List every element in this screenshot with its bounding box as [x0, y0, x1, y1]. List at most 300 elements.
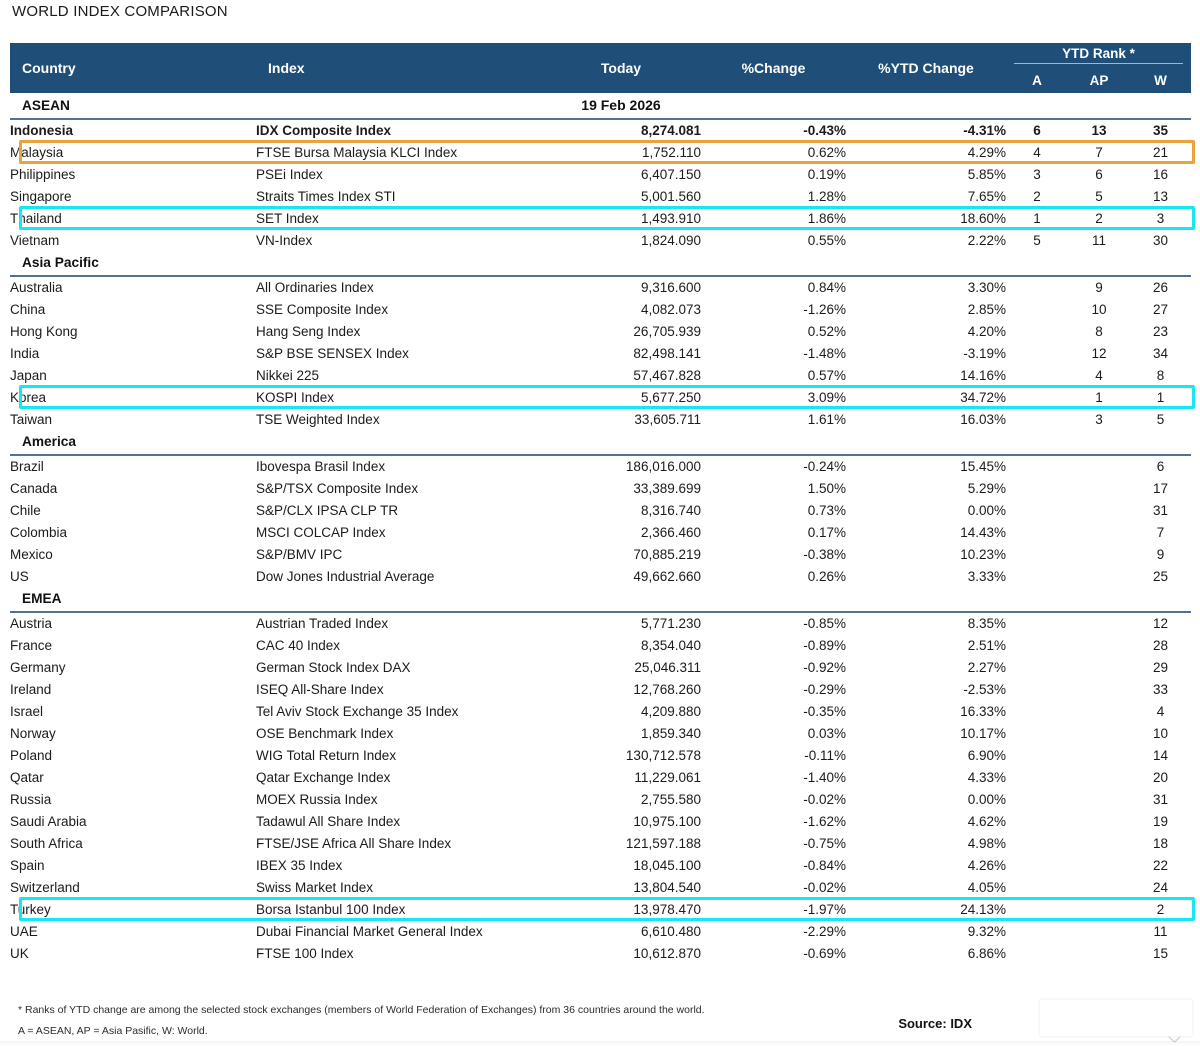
cell-rank-a: [1006, 898, 1068, 920]
cell-country: Turkey: [10, 898, 256, 920]
table-row[interactable]: [10, 163, 1191, 185]
table-row[interactable]: [10, 942, 1191, 964]
cell-rank-a: [1006, 455, 1068, 477]
cell-rank-w: 35: [1130, 119, 1191, 141]
cell-ytd-change: 24.13%: [846, 898, 1006, 920]
table-row[interactable]: [10, 810, 1191, 832]
cell-rank-a: [1006, 521, 1068, 543]
footnote-abbreviations: A = ASEAN, AP = Asia Pasific, W: World.: [18, 1024, 208, 1037]
cell-change: -2.29%: [701, 920, 846, 942]
cell-rank-a: [1006, 656, 1068, 678]
cell-country: Philippines: [10, 163, 256, 185]
section-header-row: [10, 251, 1191, 276]
cell-rank-a: [1006, 700, 1068, 722]
cell-rank-a: 4: [1006, 141, 1068, 163]
cell-rank-a: [1006, 364, 1068, 386]
table-row[interactable]: [10, 876, 1191, 898]
corner-overlay-card: [1040, 1000, 1192, 1036]
table-row[interactable]: [10, 521, 1191, 543]
cell-rank-a: [1006, 386, 1068, 408]
cell-rank-ap: 9: [1068, 276, 1130, 298]
table-row[interactable]: [10, 832, 1191, 854]
cell-country: Spain: [10, 854, 256, 876]
cell-ytd-change: 2.85%: [846, 298, 1006, 320]
cell-rank-w: 18: [1130, 832, 1191, 854]
cell-rank-w: 7: [1130, 521, 1191, 543]
cell-index: Austrian Traded Index: [256, 612, 541, 634]
cell-change: -0.75%: [701, 832, 846, 854]
world-index-table: [10, 43, 1191, 964]
cell-country: Germany: [10, 656, 256, 678]
cell-rank-ap: [1068, 854, 1130, 876]
table-row[interactable]: [10, 229, 1191, 251]
cell-rank-w: 10: [1130, 722, 1191, 744]
cell-rank-w: 25: [1130, 565, 1191, 587]
cell-today: 18,045.100: [541, 854, 701, 876]
cell-today: 6,407.150: [541, 163, 701, 185]
cell-change: -1.97%: [701, 898, 846, 920]
cell-country: France: [10, 634, 256, 656]
cell-ytd-change: 8.35%: [846, 612, 1006, 634]
cell-today: 33,605.711: [541, 408, 701, 430]
cell-rank-w: 33: [1130, 678, 1191, 700]
cell-ytd-change: -3.19%: [846, 342, 1006, 364]
cell-country: Poland: [10, 744, 256, 766]
table-row[interactable]: [10, 700, 1191, 722]
cell-rank-ap: 11: [1068, 229, 1130, 251]
cell-rank-a: [1006, 408, 1068, 430]
table-row[interactable]: [10, 920, 1191, 942]
cell-rank-ap: [1068, 521, 1130, 543]
col-header-ytd-change[interactable]: %YTD Change: [846, 43, 1006, 93]
cell-ytd-change: 16.33%: [846, 700, 1006, 722]
cell-today: 4,209.880: [541, 700, 701, 722]
cell-ytd-change: 2.51%: [846, 634, 1006, 656]
cell-ytd-change: 14.16%: [846, 364, 1006, 386]
cell-rank-w: 22: [1130, 854, 1191, 876]
col-header-rank-w[interactable]: W: [1130, 68, 1191, 93]
cell-ytd-change: 14.43%: [846, 521, 1006, 543]
cell-ytd-change: 4.20%: [846, 320, 1006, 342]
cell-change: -0.02%: [701, 876, 846, 898]
cell-today: 1,752.110: [541, 141, 701, 163]
cell-rank-a: [1006, 342, 1068, 364]
cell-index: All Ordinaries Index: [256, 276, 541, 298]
cell-index: Ibovespa Brasil Index: [256, 455, 541, 477]
cell-ytd-change: 7.65%: [846, 185, 1006, 207]
cell-change: 1.50%: [701, 477, 846, 499]
cell-rank-ap: [1068, 832, 1130, 854]
cell-rank-ap: 10: [1068, 298, 1130, 320]
section-name: Asia Pacific: [10, 251, 1191, 276]
index-table-wrapper: [10, 43, 1191, 964]
cell-rank-a: [1006, 276, 1068, 298]
cell-index: KOSPI Index: [256, 386, 541, 408]
cell-change: 0.26%: [701, 565, 846, 587]
cell-country: Saudi Arabia: [10, 810, 256, 832]
cell-change: 0.17%: [701, 521, 846, 543]
cell-index: S&P/TSX Composite Index: [256, 477, 541, 499]
cell-today: 11,229.061: [541, 766, 701, 788]
table-row[interactable]: [10, 141, 1191, 163]
section-header-row: [10, 587, 1191, 612]
cell-change: -0.43%: [701, 119, 846, 141]
cell-ytd-change: 9.32%: [846, 920, 1006, 942]
cell-rank-ap: [1068, 788, 1130, 810]
cell-index: VN-Index: [256, 229, 541, 251]
table-row[interactable]: [10, 207, 1191, 229]
cell-ytd-change: 34.72%: [846, 386, 1006, 408]
cell-today: 70,885.219: [541, 543, 701, 565]
table-row[interactable]: [10, 298, 1191, 320]
cell-index: Dow Jones Industrial Average: [256, 565, 541, 587]
table-row[interactable]: [10, 543, 1191, 565]
page-title: WORLD INDEX COMPARISON: [12, 3, 228, 20]
bottom-edge-shadow: [0, 1041, 1200, 1046]
col-header-country[interactable]: Country: [10, 43, 256, 93]
cell-ytd-change: 6.90%: [846, 744, 1006, 766]
cell-rank-ap: [1068, 766, 1130, 788]
cell-change: 0.73%: [701, 499, 846, 521]
col-header-rank-ap[interactable]: AP: [1068, 68, 1130, 93]
cell-rank-ap: [1068, 455, 1130, 477]
table-row[interactable]: [10, 634, 1191, 656]
cell-index: WIG Total Return Index: [256, 744, 541, 766]
cell-today: 13,804.540: [541, 876, 701, 898]
cell-index: IDX Composite Index: [256, 119, 541, 141]
cell-rank-a: [1006, 320, 1068, 342]
cell-rank-w: 20: [1130, 766, 1191, 788]
cell-today: 2,366.460: [541, 521, 701, 543]
cell-country: Australia: [10, 276, 256, 298]
cell-rank-ap: [1068, 898, 1130, 920]
cell-today: 9,316.600: [541, 276, 701, 298]
cell-rank-w: 3: [1130, 207, 1191, 229]
cell-rank-a: [1006, 832, 1068, 854]
cell-index: S&P/CLX IPSA CLP TR: [256, 499, 541, 521]
cell-rank-w: 2: [1130, 898, 1191, 920]
cell-change: 1.86%: [701, 207, 846, 229]
cell-index: Tel Aviv Stock Exchange 35 Index: [256, 700, 541, 722]
table-row[interactable]: [10, 854, 1191, 876]
cell-change: -0.38%: [701, 543, 846, 565]
cell-ytd-change: 0.00%: [846, 788, 1006, 810]
cell-change: 0.84%: [701, 276, 846, 298]
cell-country: Russia: [10, 788, 256, 810]
cell-ytd-change: 4.62%: [846, 810, 1006, 832]
cell-today: 26,705.939: [541, 320, 701, 342]
cell-change: -0.35%: [701, 700, 846, 722]
cell-country: Chile: [10, 499, 256, 521]
cell-today: 5,677.250: [541, 386, 701, 408]
cell-change: -0.92%: [701, 656, 846, 678]
table-row[interactable]: [10, 766, 1191, 788]
table-head: [10, 43, 1191, 93]
cell-country: UAE: [10, 920, 256, 942]
cell-index: ISEQ All-Share Index: [256, 678, 541, 700]
cell-country: Canada: [10, 477, 256, 499]
report-date: 19 Feb 2026: [541, 93, 701, 119]
cell-change: 0.55%: [701, 229, 846, 251]
cell-index: Swiss Market Index: [256, 876, 541, 898]
cell-rank-w: 34: [1130, 342, 1191, 364]
cell-rank-a: 3: [1006, 163, 1068, 185]
cell-rank-w: 13: [1130, 185, 1191, 207]
cell-index: S&P/BMV IPC: [256, 543, 541, 565]
cell-change: 1.61%: [701, 408, 846, 430]
cell-today: 1,859.340: [541, 722, 701, 744]
cell-index: Nikkei 225: [256, 364, 541, 386]
cell-rank-w: 9: [1130, 543, 1191, 565]
cell-today: 8,354.040: [541, 634, 701, 656]
cell-rank-ap: [1068, 700, 1130, 722]
cell-country: Taiwan: [10, 408, 256, 430]
cell-ytd-change: 3.33%: [846, 565, 1006, 587]
cell-today: 12,768.260: [541, 678, 701, 700]
cell-today: 57,467.828: [541, 364, 701, 386]
cell-rank-w: 8: [1130, 364, 1191, 386]
cell-country: China: [10, 298, 256, 320]
table-row[interactable]: [10, 342, 1191, 364]
cell-rank-ap: 12: [1068, 342, 1130, 364]
header-row-primary: [10, 43, 1191, 68]
cell-index: FTSE 100 Index: [256, 942, 541, 964]
table-row[interactable]: [10, 565, 1191, 587]
cell-rank-a: [1006, 920, 1068, 942]
cell-change: -0.69%: [701, 942, 846, 964]
cell-rank-ap: [1068, 722, 1130, 744]
cell-today: 13,978.470: [541, 898, 701, 920]
cell-rank-ap: [1068, 744, 1130, 766]
col-header-ytd-rank-group: [1006, 43, 1191, 68]
cell-ytd-change: -2.53%: [846, 678, 1006, 700]
cell-country: Singapore: [10, 185, 256, 207]
cell-rank-ap: [1068, 920, 1130, 942]
cell-index: CAC 40 Index: [256, 634, 541, 656]
cell-country: Thailand: [10, 207, 256, 229]
cell-country: UK: [10, 942, 256, 964]
cell-rank-w: 16: [1130, 163, 1191, 185]
table-row[interactable]: [10, 499, 1191, 521]
cell-rank-a: [1006, 678, 1068, 700]
table-body: [10, 93, 1191, 964]
table-row[interactable]: [10, 276, 1191, 298]
cell-rank-ap: [1068, 678, 1130, 700]
section-name: America: [10, 430, 1191, 455]
cell-rank-w: 14: [1130, 744, 1191, 766]
cell-country: Brazil: [10, 455, 256, 477]
cell-rank-ap: 8: [1068, 320, 1130, 342]
cell-country: Japan: [10, 364, 256, 386]
table-row[interactable]: [10, 408, 1191, 430]
cell-ytd-change: 18.60%: [846, 207, 1006, 229]
cell-change: -1.62%: [701, 810, 846, 832]
cell-ytd-change: 5.85%: [846, 163, 1006, 185]
cell-index: SET Index: [256, 207, 541, 229]
cell-ytd-change: 10.23%: [846, 543, 1006, 565]
cell-ytd-change: -4.31%: [846, 119, 1006, 141]
cell-rank-ap: [1068, 499, 1130, 521]
cell-today: 25,046.311: [541, 656, 701, 678]
cell-rank-w: 21: [1130, 141, 1191, 163]
ytd-rank-underline: [1014, 63, 1183, 64]
cell-rank-a: [1006, 876, 1068, 898]
cell-change: -1.26%: [701, 298, 846, 320]
cell-today: 10,975.100: [541, 810, 701, 832]
cell-rank-ap: 1: [1068, 386, 1130, 408]
table-row[interactable]: [10, 678, 1191, 700]
cell-today: 121,597.188: [541, 832, 701, 854]
table-row[interactable]: [10, 119, 1191, 141]
cell-today: 82,498.141: [541, 342, 701, 364]
cell-rank-a: [1006, 942, 1068, 964]
cell-rank-ap: [1068, 477, 1130, 499]
cell-change: -0.24%: [701, 455, 846, 477]
cell-today: 49,662.660: [541, 565, 701, 587]
cell-today: 5,001.560: [541, 185, 701, 207]
table-row[interactable]: [10, 656, 1191, 678]
cell-ytd-change: 2.27%: [846, 656, 1006, 678]
cell-country: Indonesia: [10, 119, 256, 141]
cell-change: 0.62%: [701, 141, 846, 163]
cell-today: 1,824.090: [541, 229, 701, 251]
cell-ytd-change: 4.29%: [846, 141, 1006, 163]
cell-change: -0.89%: [701, 634, 846, 656]
cell-rank-w: 15: [1130, 942, 1191, 964]
cell-rank-ap: [1068, 656, 1130, 678]
cell-index: OSE Benchmark Index: [256, 722, 541, 744]
cell-rank-w: 30: [1130, 229, 1191, 251]
cell-change: 0.52%: [701, 320, 846, 342]
table-row[interactable]: [10, 320, 1191, 342]
cell-change: -0.84%: [701, 854, 846, 876]
cell-rank-ap: 4: [1068, 364, 1130, 386]
cell-rank-a: [1006, 477, 1068, 499]
cell-country: US: [10, 565, 256, 587]
cell-index: TSE Weighted Index: [256, 408, 541, 430]
cell-change: 0.57%: [701, 364, 846, 386]
col-header-change[interactable]: %Change: [701, 43, 846, 93]
table-row[interactable]: [10, 477, 1191, 499]
cell-rank-w: 26: [1130, 276, 1191, 298]
cell-ytd-change: 5.29%: [846, 477, 1006, 499]
cell-rank-ap: [1068, 612, 1130, 634]
source-label: Source: IDX: [898, 1016, 972, 1031]
table-row[interactable]: [10, 612, 1191, 634]
cell-country: Mexico: [10, 543, 256, 565]
table-row[interactable]: [10, 364, 1191, 386]
table-row[interactable]: [10, 185, 1191, 207]
cell-country: Malaysia: [10, 141, 256, 163]
cell-index: Straits Times Index STI: [256, 185, 541, 207]
table-row[interactable]: [10, 898, 1191, 920]
cell-country: Switzerland: [10, 876, 256, 898]
cell-rank-a: [1006, 565, 1068, 587]
cell-rank-w: 24: [1130, 876, 1191, 898]
table-row[interactable]: [10, 722, 1191, 744]
cell-change: -0.29%: [701, 678, 846, 700]
cell-index: MOEX Russia Index: [256, 788, 541, 810]
cell-change: -0.85%: [701, 612, 846, 634]
cell-today: 130,712.578: [541, 744, 701, 766]
cell-today: 5,771.230: [541, 612, 701, 634]
cell-today: 10,612.870: [541, 942, 701, 964]
cell-index: MSCI COLCAP Index: [256, 521, 541, 543]
chevron-down-icon[interactable]: [1168, 1036, 1181, 1043]
cell-change: 0.19%: [701, 163, 846, 185]
table-row[interactable]: [10, 386, 1191, 408]
cell-country: Ireland: [10, 678, 256, 700]
ytd-rank-group-label: YTD Rank *: [1062, 46, 1135, 61]
cell-rank-ap: [1068, 810, 1130, 832]
cell-ytd-change: 4.33%: [846, 766, 1006, 788]
cell-index: Dubai Financial Market General Index: [256, 920, 541, 942]
cell-rank-a: [1006, 298, 1068, 320]
cell-rank-ap: 3: [1068, 408, 1130, 430]
cell-rank-a: 1: [1006, 207, 1068, 229]
cell-rank-ap: 5: [1068, 185, 1130, 207]
cell-country: Colombia: [10, 521, 256, 543]
cell-index: Qatar Exchange Index: [256, 766, 541, 788]
section-name: ASEAN: [10, 93, 541, 119]
cell-country: Korea: [10, 386, 256, 408]
cell-rank-a: [1006, 766, 1068, 788]
cell-rank-w: 31: [1130, 788, 1191, 810]
cell-change: 3.09%: [701, 386, 846, 408]
cell-rank-w: 1: [1130, 386, 1191, 408]
cell-rank-ap: [1068, 942, 1130, 964]
cell-index: PSEi Index: [256, 163, 541, 185]
cell-today: 1,493.910: [541, 207, 701, 229]
cell-rank-ap: 6: [1068, 163, 1130, 185]
table-row[interactable]: [10, 788, 1191, 810]
cell-change: 1.28%: [701, 185, 846, 207]
cell-ytd-change: 16.03%: [846, 408, 1006, 430]
col-header-today[interactable]: Today: [541, 43, 701, 93]
cell-rank-ap: [1068, 634, 1130, 656]
cell-change: 0.03%: [701, 722, 846, 744]
cell-rank-w: 28: [1130, 634, 1191, 656]
cell-change: -1.40%: [701, 766, 846, 788]
section-spacer: [701, 93, 1191, 119]
cell-ytd-change: 10.17%: [846, 722, 1006, 744]
cell-country: Hong Kong: [10, 320, 256, 342]
cell-rank-w: 5: [1130, 408, 1191, 430]
table-row[interactable]: [10, 744, 1191, 766]
cell-today: 6,610.480: [541, 920, 701, 942]
cell-rank-a: [1006, 854, 1068, 876]
cell-ytd-change: 2.22%: [846, 229, 1006, 251]
cell-today: 33,389.699: [541, 477, 701, 499]
cell-rank-a: [1006, 543, 1068, 565]
cell-change: -0.02%: [701, 788, 846, 810]
cell-ytd-change: 0.00%: [846, 499, 1006, 521]
col-header-index[interactable]: Index: [256, 43, 541, 93]
cell-today: 186,016.000: [541, 455, 701, 477]
cell-country: Norway: [10, 722, 256, 744]
section-name: EMEA: [10, 587, 1191, 612]
cell-country: Qatar: [10, 766, 256, 788]
col-header-rank-a[interactable]: A: [1006, 68, 1068, 93]
cell-index: S&P BSE SENSEX Index: [256, 342, 541, 364]
cell-today: 8,316.740: [541, 499, 701, 521]
cell-rank-ap: 13: [1068, 119, 1130, 141]
cell-index: FTSE Bursa Malaysia KLCI Index: [256, 141, 541, 163]
table-row[interactable]: [10, 455, 1191, 477]
cell-country: South Africa: [10, 832, 256, 854]
cell-rank-a: 2: [1006, 185, 1068, 207]
cell-index: FTSE/JSE Africa All Share Index: [256, 832, 541, 854]
